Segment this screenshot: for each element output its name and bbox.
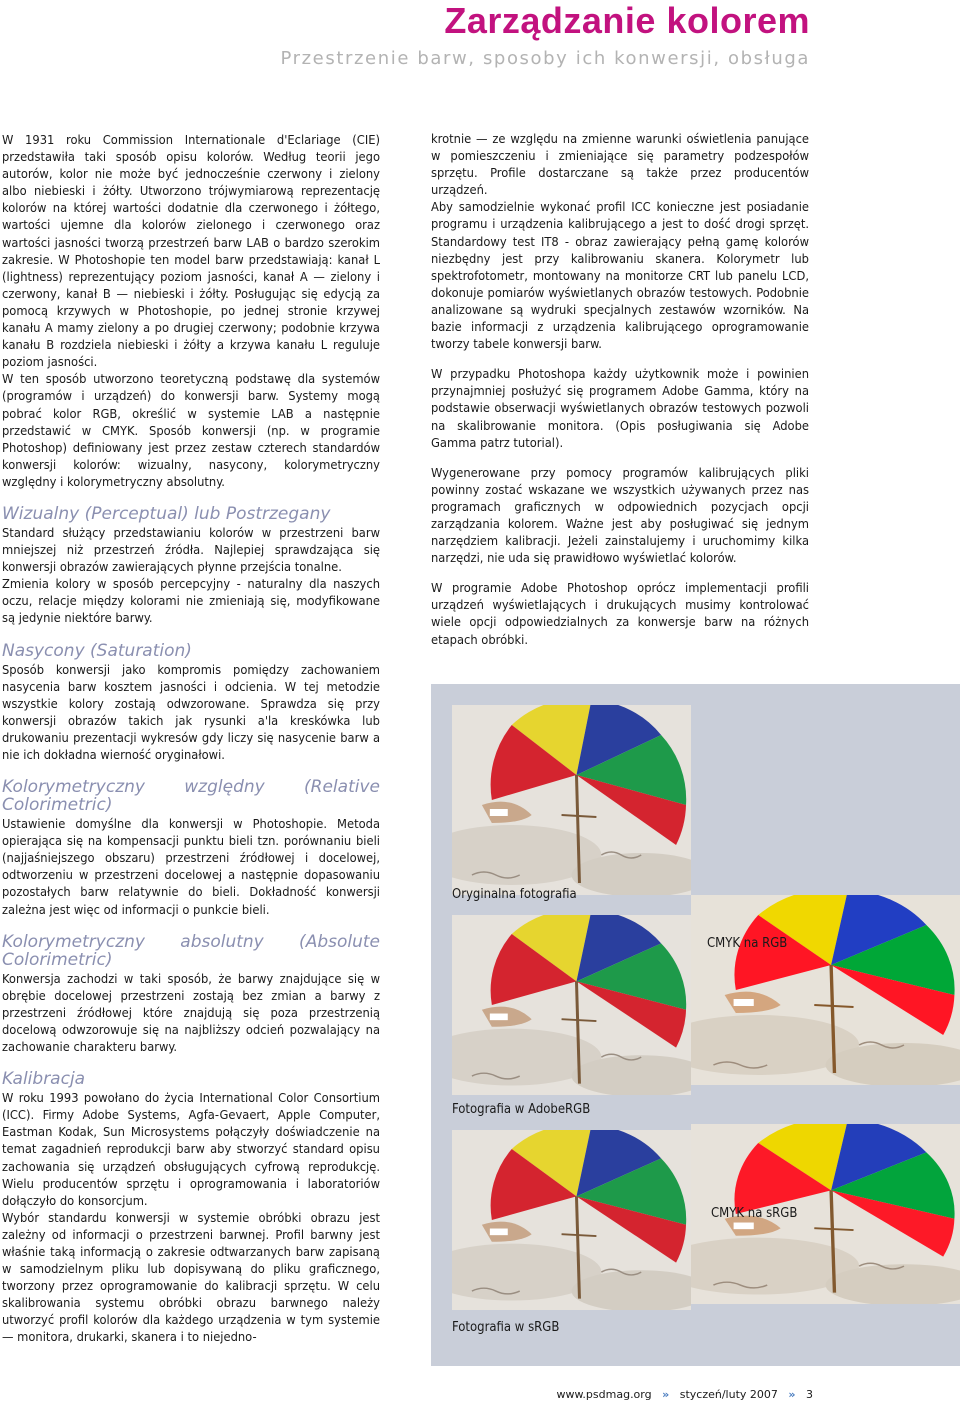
footer-issue: styczeń/luty 2007 [679, 1388, 778, 1401]
right-paragraph-5: W programie Adobe Photoshop oprócz implementacji profili urządzeń wyświetlających i drukujących musimy kontrolować wiele opcji odpowiedzialnych za konwersje barw na różnych etapach obróbki. [431, 581, 809, 648]
article-column-left [2, 132, 380, 1347]
right-paragraph-1: krotnie — ze względu na zmienne warunki oświetlenia panujące w pomieszczeniu i zmieniające się parametry podzespołów sprzętu. Profile dostarczane są także przez producentów urządzeń. [431, 132, 809, 199]
photo-srgb [452, 1130, 691, 1310]
perceptual-paragraph-2: Zmienia kolory w sposób percepcyjny - naturalny dla naszych oczu, relacje między kolorami nie zmieniają się, modyfikowane są jedynie niektóre barwy. [2, 577, 380, 627]
photo-cmyk-rgb [691, 895, 960, 1085]
chevron-double-right-icon: » [662, 1388, 670, 1401]
calibration-paragraph-2: Wybór standardu konwersji w systemie obróbki obrazu jest zależny od informacji o przestrzeni barwnej. Profil barwny jest właśnie taką informacją o zakresie odtwarzanych barw zapisaną w samodzielnym pliku lub dopisywaną do pliku graficznego, tworzony przez oprogramowanie do kalibracji sprzętu. W celu skalibrowania systemu obróbki obrazu barwnego należy utworzyć profil kolorów dla każdego urządzenia w tym systemie — monitora, drukarki, skanera i to niejedno- [2, 1210, 380, 1346]
section-heading-saturation: Nasycony (Saturation) [2, 640, 192, 661]
section-heading-calibration: Kalibracja [2, 1069, 86, 1090]
right-paragraph-2: Aby samodzielnie wykonać profil ICC konieczne jest posiadanie programu i urządzenia kalibrującego a jest to dość drogi sprzęt. Standardowy test IT8 - obraz zawierający pełną gamę kolorów niezbędny jest przy kalibrowaniu skanera. Kolorymetr lub spektrofotometr, montowany na monitorze CRT lub panelu LCD, dokonuje pomiarów wyświetlanych obrazów testowych. Podobnie analizowane są wydruki specjalnych zestawów wzorników. Na bazie informacji z urządzenia kalibrującego oprogramowanie tworzy tabele konwersji barw. [431, 200, 809, 353]
absolute-paragraph: Konwersja zachodzi w taki sposób, że barwy znajdujące się w obrębie docelowej przestrzeni zostają bez zmian a barwy z przestrzeni źródłowej które znajdują się poza przestrzenią docelową odwzorowuje się na najbliższy odcień pozwalający na zachowanie charakteru barwy. [2, 971, 380, 1056]
photo-adobergb [452, 915, 691, 1095]
caption-srgb: Fotografia w sRGB [452, 1320, 560, 1335]
page-number: 3 [806, 1388, 813, 1401]
section-heading-absolute: Kolorymetryczny absolutny (Absolute Colorimetric) [2, 931, 380, 970]
article-column-right [431, 131, 809, 649]
page-subtitle: Przestrzenie barw, sposoby ich konwersji, obsługa [280, 48, 810, 69]
caption-cmyk-rgb: CMYK na RGB [707, 936, 788, 951]
figure-panel [431, 684, 960, 1366]
page-footer [556, 1388, 813, 1401]
section-heading-perceptual: Wizualny (Perceptual) lub Postrzegany [2, 503, 331, 524]
caption-cmyk-srgb: CMYK na sRGB [711, 1206, 798, 1221]
caption-adobergb: Fotografia w AdobeRGB [452, 1102, 591, 1117]
calibration-paragraph-1: W roku 1993 powołano do życia International Color Consortium (ICC). Firmy Adobe Systems, Agfa-Gevaert, Apple Computer, Eastman Kodak, Sun Microsystems połączyły doświadczenie na temat zagadnień reprodukcji barw aby stworzyć standard opisu zachowania się urządzeń obsługujących cyfrową reprodukcję. Wielu producentów sprzętu i oprogramowania i laboratoriów dołączyło do konsorcjum. [2, 1091, 380, 1209]
footer-url[interactable]: www.psdmag.org [556, 1388, 652, 1401]
intro-paragraph-1: W 1931 roku Commission Internationale d'Eclariage (CIE) przedstawiła taki sposób opisu kolorów. Według teorii jego autorów, kolor nie może być jednocześnie czerwony i zielony albo niebieski i żółty. Utworzono trójwymiarową reprezentację kolorów na której wartości dodatnie dla czerwonego i żółtego, wartości ujemne dla kolorów zielonego i czerwonego oraz wartości jasności tworzą przestrzeń barw LAB o bardzo szerokim zakresie. W Photoshopie ten model barw przedstawiają: kanał L (lightness) reprezentujący poziom jasności, kanał A — zielony i czerwony, kanał B — niebieski i żółty. Posługując się edycją za pomocą krzywych w Photoshopie, po jednej stronie krzywej kanału A mamy zielony a po drugiej czerwony; podobnie krzywa kanału B rozdziela niebieski i żółty a krzywa kanału L reguluje poziom jasności. [2, 133, 380, 371]
right-paragraph-4: Wygenerowane przy pomocy programów kalibrujących pliki powinny zostać wskazane we wszystkich używanych przez nas programach graficznych w odpowiednich pozycjach opcji zarządzania kolorem. Ważne jest aby posługiwać się jednym narzędziem kalibracji. Jeżeli zainstalujemy i uruchomimy kilka narzędzi, nie uda się prawidłowo wyświetlać kolorów. [431, 465, 809, 567]
section-heading-relative: Kolorymetryczny względny (Relative Colorimetric) [2, 777, 380, 816]
relative-paragraph: Ustawienie domyślne dla konwersji w Photoshopie. Metoda opierająca się na kompensacji punktu bieli tzn. porównaniu bieli (najjaśniejszego obszaru) przestrzeni źródłowej i docelowej, odtworzeniu w przestrzeni docelowej a następnie dopasowaniu pozostałych barw relatywnie do bieli. Dokładność konwersji zależna jest więc od informacji o punkcie bieli. [2, 817, 380, 918]
photo-original [452, 705, 691, 895]
chevron-double-right-icon: » [788, 1388, 796, 1401]
right-paragraph-3: W przypadku Photoshopa każdy użytkownik może i powinien przynajmniej posłużyć się programem Adobe Gamma, który na podstawie obserwacji wyświetlanych obrazów testowych pozwoli na skalibrowanie monitora. (Opis posługiwania się Adobe Gamma patrz tutorial). [431, 367, 809, 451]
page-title: Zarządzanie kolorem [444, 0, 810, 41]
intro-paragraph-2: W ten sposób utworzono teoretyczną podstawę dla systemów (programów i urządzeń) do konwersji barw. Systemy mogą pobrać kolor RGB, określić w systemie LAB a następnie przedstawić w CMYK. Sposób konwersji (np. w programie Photoshop) definiowany jest przez zestaw czterech standardów konwersji kolorów: wizualny, nasycony, kolorymetryczny względny i kolorymetryczny absolutny. [2, 372, 380, 490]
perceptual-paragraph-1: Standard służący przedstawianiu kolorów w przestrzeni barw mniejszej niż przestrzeń źródła. Najlepiej sprawdzająca się konwersji obrazów zawierających płynne przejścia tonalne. [2, 525, 380, 576]
saturation-paragraph: Sposób konwersji jako kompromis pomiędzy zachowaniem nasycenia barw kosztem jasności i odcienia. W tej metodzie wszystkie kolory zostają odwzorowane. Sprawdza się przy konwersji obrazów takich jak rysunki a'la kreskówka lub drukowaniu prezentacji wykresów gdy liczy się nasycenie barw a nie ich dokładna wierność oryginałowi. [2, 662, 380, 763]
caption-original: Oryginalna fotografia [452, 887, 577, 902]
